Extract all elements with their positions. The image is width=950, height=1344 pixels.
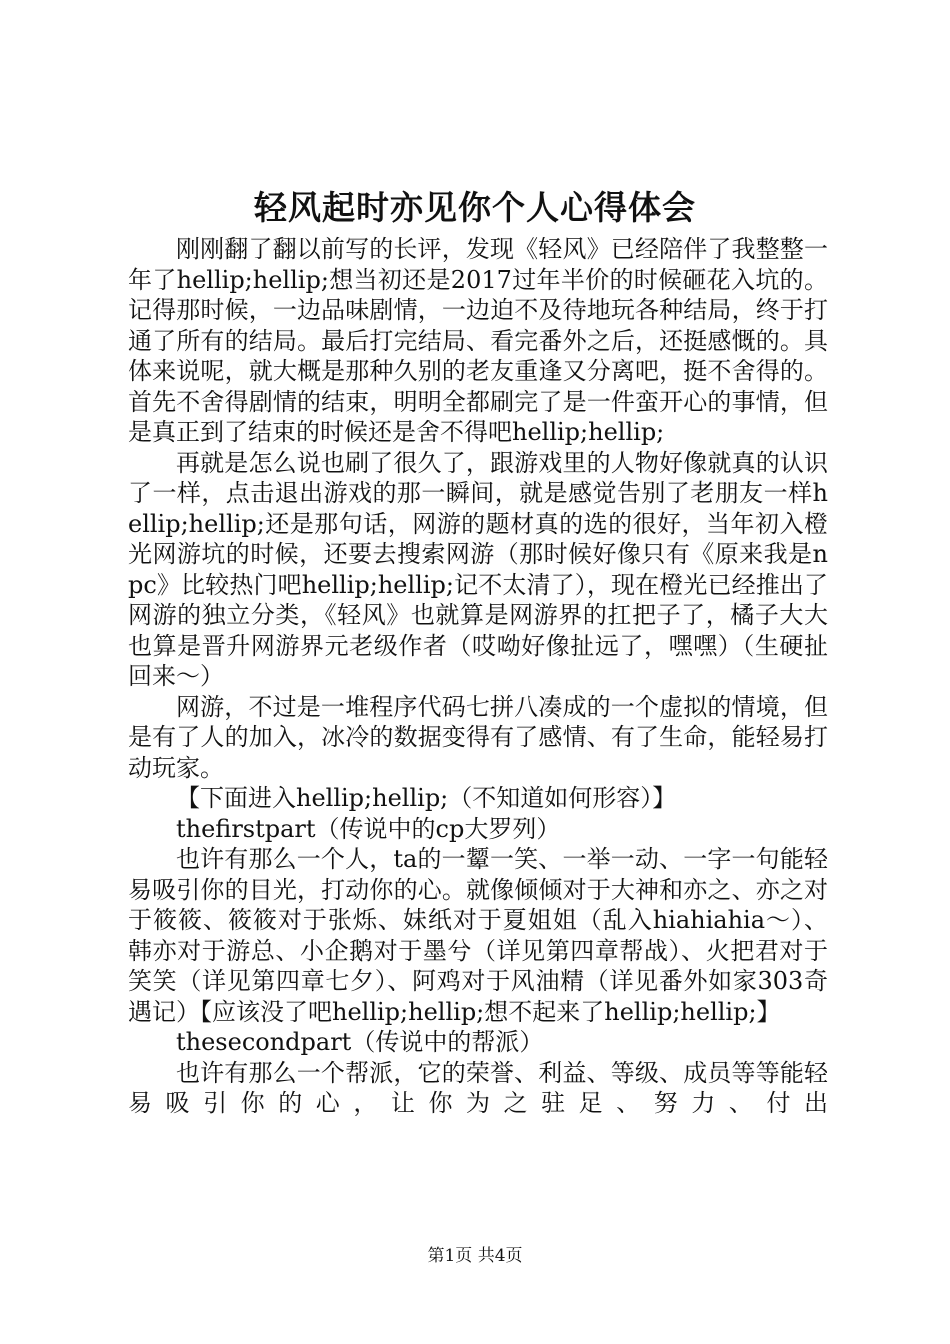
document-body <box>128 234 828 1119</box>
paragraph: 也许有那么一个人，ta的一颦一笑、一举一动、一字一句能轻易吸引你的目光，打动你的心。就像倾倾对于大神和亦之、亦之对于筱筱、筱筱对于张烁、妹纸对于夏姐姐（乱入hiahiahia～）、韩亦对于游总、小企鹅对于墨兮（详见第四章帮战）、火把君对于笑笑（详见第四章七夕）、阿鸡对于风油精（详见番外如家303奇遇记）【应该没了吧hellip;hellip;想不起来了hellip;hellip;】 <box>128 845 828 1026</box>
paragraph: 刚刚翻了翻以前写的长评，发现《轻风》已经陪伴了我整整一年了hellip;hellip;想当初还是2017过年半价的时候砸花入坑的。记得那时候，一边品味剧情，一边迫不及待地玩各种结局，终于打通了所有的结局。最后打完结局、看完番外之后，还挺感慨的。具体来说呢，就大概是那种久别的老友重逢又分离吧，挺不舍得的。首先不舍得剧情的结束，明明全都刷完了是一件蛮开心的事情，但是真正到了结束的时候还是舍不得吧hellip;hellip; <box>128 235 828 446</box>
page-footer: 第1页 共4页 <box>427 1246 523 1266</box>
paragraph: 【下面进入hellip;hellip;（不知道如何形容）】 <box>176 784 677 812</box>
paragraph: 再就是怎么说也刷了很久了，跟游戏里的人物好像就真的认识了一样，点击退出游戏的那一瞬间，就是感觉告别了老朋友一样hellip;hellip;还是那句话，网游的题材真的选的很好，当年初入橙光网游坑的时候，还要去搜索网游（那时候好像只有《原来我是npc》比较热门吧hellip;hellip;记不太清了），现在橙光已经推出了网游的独立分类，《轻风》也就算是网游界的扛把子了，橘子大大也算是晋升网游界元老级作者（哎呦好像扯远了，嘿嘿）（生硬扯回来～） <box>128 448 828 690</box>
paragraph: thesecondpart（传说中的帮派） <box>176 1028 544 1056</box>
document-title: 轻风起时亦见你个人心得体会 <box>254 188 696 227</box>
paragraph: 网游，不过是一堆程序代码七拼八凑成的一个虚拟的情境，但是有了人的加入，冰冷的数据变得有了感情、有了生命，能轻易打动玩家。 <box>128 692 828 782</box>
paragraph: 也许有那么一个帮派，它的荣誉、利益、等级、成员等等能轻易吸引你的心，让你为之驻足、努力、付出 <box>128 1058 828 1117</box>
paragraph: thefirstpart（传说中的cp大罗列） <box>176 814 561 843</box>
